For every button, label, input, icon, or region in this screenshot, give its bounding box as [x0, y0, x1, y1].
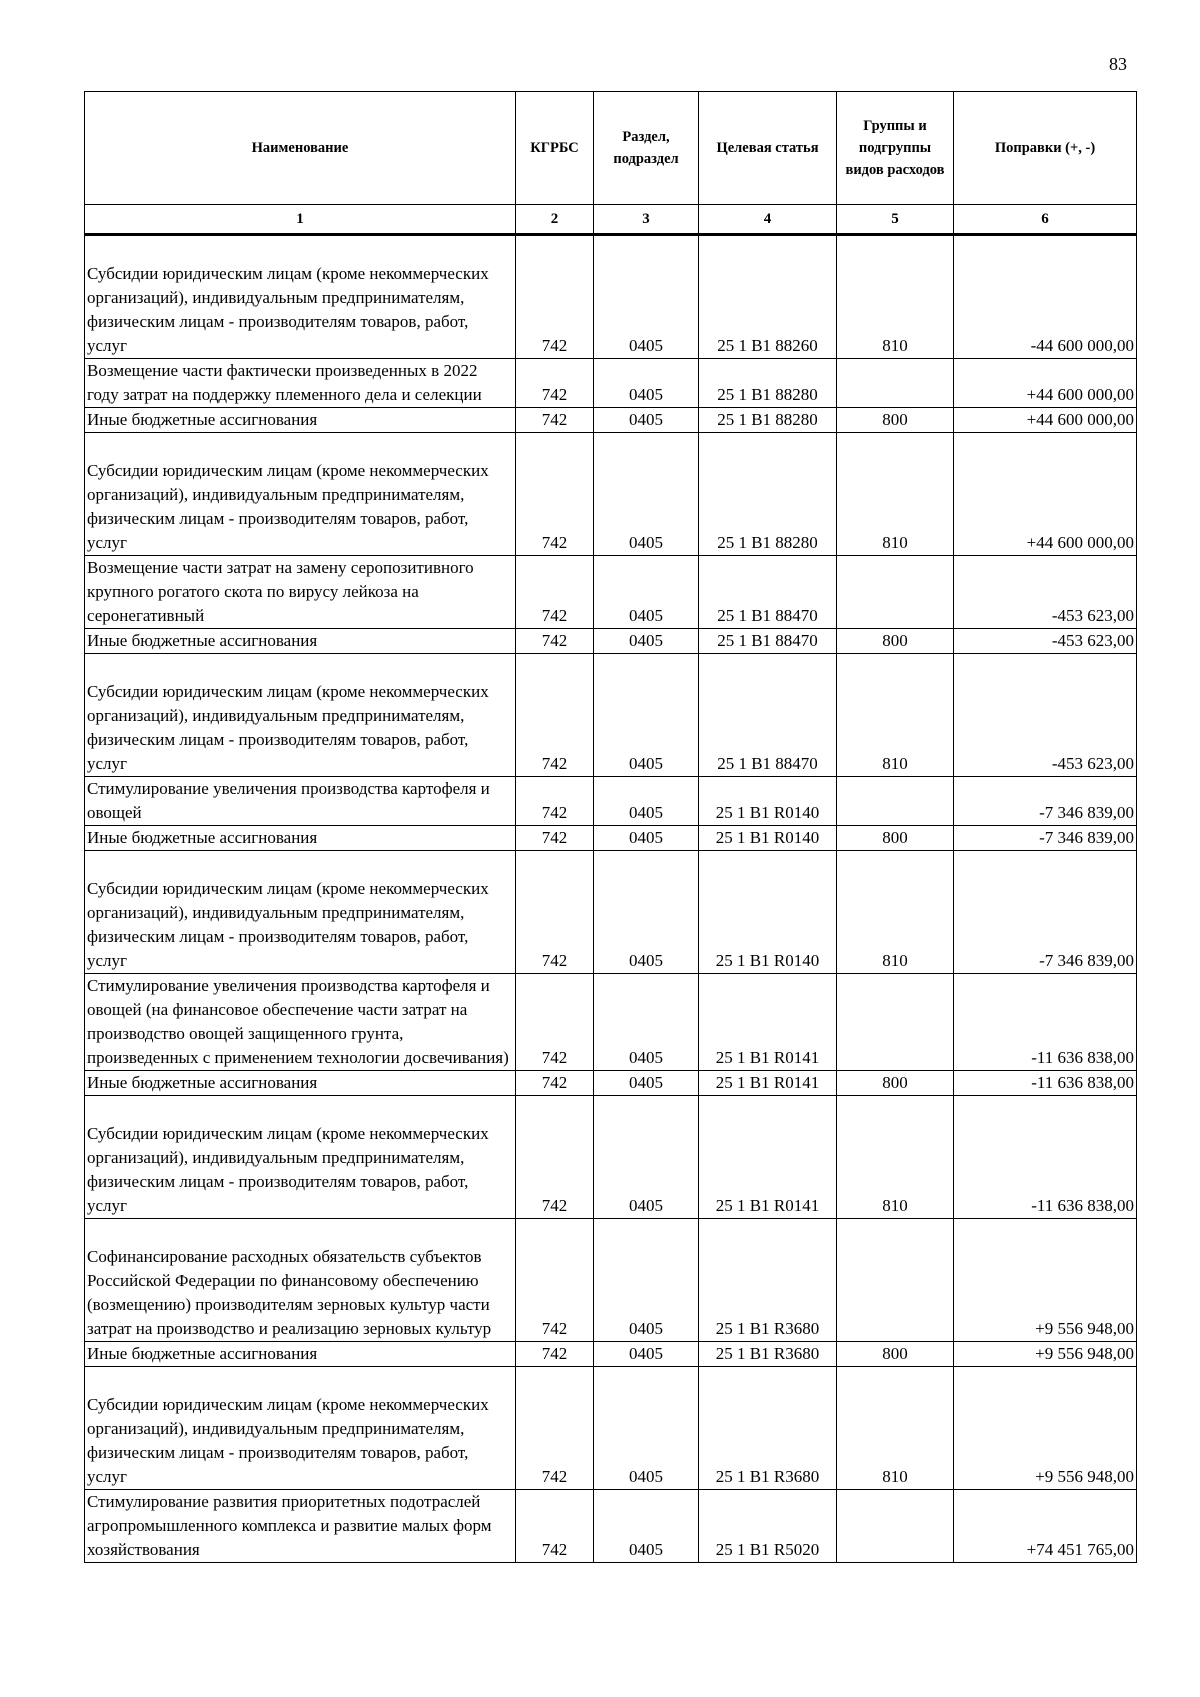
cell-amount: -7 346 839,00: [954, 777, 1137, 826]
table-row: [85, 1490, 1137, 1563]
column-number: 4: [699, 205, 837, 235]
cell-amount: +9 556 948,00: [954, 1342, 1137, 1367]
cell-celevaya: 25 1 B1 R3680: [699, 1219, 837, 1342]
cell-kgrbs: 742: [516, 974, 594, 1071]
table-row: [85, 826, 1137, 851]
cell-name: Стимулирование развития приоритетных подотраслей агропромышленного комплекса и развитие малых форм хозяйствования: [85, 1490, 516, 1563]
cell-celevaya: 25 1 B1 R0140: [699, 777, 837, 826]
table-row: [85, 777, 1137, 826]
cell-amount: -453 623,00: [954, 654, 1137, 777]
header-razdel: Раздел, подраздел: [594, 92, 699, 205]
cell-celevaya: 25 1 B1 88280: [699, 408, 837, 433]
header-vid: Группы и подгруппы видов расходов: [837, 92, 954, 205]
column-number: 2: [516, 205, 594, 235]
table-row: [85, 974, 1137, 1071]
cell-vid: [837, 974, 954, 1071]
cell-amount: -7 346 839,00: [954, 851, 1137, 974]
cell-celevaya: 25 1 B1 R0140: [699, 851, 837, 974]
cell-razdel: 0405: [594, 851, 699, 974]
cell-vid: 800: [837, 1071, 954, 1096]
cell-celevaya: 25 1 B1 88470: [699, 556, 837, 629]
cell-celevaya: 25 1 B1 88280: [699, 359, 837, 408]
header-celevaya: Целевая статья: [699, 92, 837, 205]
table-row: [85, 629, 1137, 654]
cell-razdel: 0405: [594, 1367, 699, 1490]
cell-amount: -44 600 000,00: [954, 235, 1137, 359]
cell-razdel: 0405: [594, 1219, 699, 1342]
cell-amount: +44 600 000,00: [954, 408, 1137, 433]
cell-kgrbs: 742: [516, 408, 594, 433]
cell-kgrbs: 742: [516, 1096, 594, 1219]
cell-razdel: 0405: [594, 629, 699, 654]
cell-name: Софинансирование расходных обязательств субъектов Российской Федерации по финансовому обеспечению (возмещению) производителям зерновых культур части затрат на производство и реализацию зерновых культур: [85, 1219, 516, 1342]
cell-celevaya: 25 1 B1 88280: [699, 433, 837, 556]
cell-vid: 810: [837, 433, 954, 556]
cell-kgrbs: 742: [516, 1219, 594, 1342]
cell-amount: -453 623,00: [954, 556, 1137, 629]
cell-amount: -7 346 839,00: [954, 826, 1137, 851]
table-row: [85, 408, 1137, 433]
cell-amount: -453 623,00: [954, 629, 1137, 654]
cell-kgrbs: 742: [516, 1490, 594, 1563]
cell-razdel: 0405: [594, 1342, 699, 1367]
cell-kgrbs: 742: [516, 1071, 594, 1096]
cell-vid: [837, 1219, 954, 1342]
cell-razdel: 0405: [594, 826, 699, 851]
cell-vid: 810: [837, 235, 954, 359]
cell-kgrbs: 742: [516, 556, 594, 629]
cell-celevaya: 25 1 B1 R0141: [699, 1071, 837, 1096]
cell-name: Иные бюджетные ассигнования: [85, 1071, 516, 1096]
cell-name: Субсидии юридическим лицам (кроме некоммерческих организаций), индивидуальным предпринимателям, физическим лицам - производителям товаров, работ, услуг: [85, 1367, 516, 1490]
cell-name: Субсидии юридическим лицам (кроме некоммерческих организаций), индивидуальным предпринимателям, физическим лицам - производителям товаров, работ, услуг: [85, 851, 516, 974]
cell-name: Возмещение части затрат на замену серопозитивного крупного рогатого скота по вирусу лейкоза на серонегативный: [85, 556, 516, 629]
cell-razdel: 0405: [594, 777, 699, 826]
cell-name: Стимулирование увеличения производства картофеля и овощей (на финансовое обеспечение части затрат на производство овощей защищенного грунта, произведенных с применением технологии досвечивания): [85, 974, 516, 1071]
cell-celevaya: 25 1 B1 88470: [699, 629, 837, 654]
cell-vid: [837, 359, 954, 408]
cell-name: Субсидии юридическим лицам (кроме некоммерческих организаций), индивидуальным предпринимателям, физическим лицам - производителям товаров, работ, услуг: [85, 433, 516, 556]
cell-kgrbs: 742: [516, 433, 594, 556]
column-number: 3: [594, 205, 699, 235]
column-number-row: [85, 205, 1137, 235]
column-number: 1: [85, 205, 516, 235]
cell-kgrbs: 742: [516, 1367, 594, 1490]
cell-name: Субсидии юридическим лицам (кроме некоммерческих организаций), индивидуальным предпринимателям, физическим лицам - производителям товаров, работ, услуг: [85, 235, 516, 359]
header-amount: Поправки (+, -): [954, 92, 1137, 205]
column-number: 5: [837, 205, 954, 235]
table-row: [85, 1342, 1137, 1367]
table-row: [85, 1219, 1137, 1342]
table-header-row: [85, 92, 1137, 205]
cell-amount: +9 556 948,00: [954, 1219, 1137, 1342]
table-body: [85, 235, 1137, 1563]
cell-vid: 810: [837, 654, 954, 777]
cell-amount: +44 600 000,00: [954, 359, 1137, 408]
cell-name: Иные бюджетные ассигнования: [85, 1342, 516, 1367]
column-number: 6: [954, 205, 1137, 235]
table-row: [85, 1071, 1137, 1096]
table-row: [85, 654, 1137, 777]
cell-razdel: 0405: [594, 654, 699, 777]
cell-amount: -11 636 838,00: [954, 1071, 1137, 1096]
cell-celevaya: 25 1 B1 R3680: [699, 1342, 837, 1367]
cell-kgrbs: 742: [516, 359, 594, 408]
cell-name: Иные бюджетные ассигнования: [85, 629, 516, 654]
cell-name: Иные бюджетные ассигнования: [85, 826, 516, 851]
cell-razdel: 0405: [594, 556, 699, 629]
cell-kgrbs: 742: [516, 851, 594, 974]
table-row: [85, 556, 1137, 629]
cell-vid: 810: [837, 1367, 954, 1490]
cell-razdel: 0405: [594, 235, 699, 359]
table-row: [85, 359, 1137, 408]
table-row: [85, 235, 1137, 359]
cell-vid: [837, 556, 954, 629]
cell-amount: +44 600 000,00: [954, 433, 1137, 556]
cell-vid: 800: [837, 629, 954, 654]
cell-razdel: 0405: [594, 1096, 699, 1219]
cell-celevaya: 25 1 B1 88470: [699, 654, 837, 777]
cell-vid: 800: [837, 1342, 954, 1367]
table-row: [85, 433, 1137, 556]
cell-amount: +9 556 948,00: [954, 1367, 1137, 1490]
cell-kgrbs: 742: [516, 1342, 594, 1367]
table-row: [85, 1096, 1137, 1219]
cell-name: Субсидии юридическим лицам (кроме некоммерческих организаций), индивидуальным предпринимателям, физическим лицам - производителям товаров, работ, услуг: [85, 1096, 516, 1219]
cell-razdel: 0405: [594, 1490, 699, 1563]
cell-vid: [837, 777, 954, 826]
cell-celevaya: 25 1 B1 R0140: [699, 826, 837, 851]
cell-razdel: 0405: [594, 359, 699, 408]
table-row: [85, 851, 1137, 974]
cell-celevaya: 25 1 B1 R3680: [699, 1367, 837, 1490]
cell-name: Возмещение части фактически произведенных в 2022 году затрат на поддержку племенного дела и селекции: [85, 359, 516, 408]
cell-vid: [837, 1490, 954, 1563]
cell-vid: 810: [837, 1096, 954, 1219]
cell-razdel: 0405: [594, 408, 699, 433]
cell-kgrbs: 742: [516, 654, 594, 777]
cell-razdel: 0405: [594, 1071, 699, 1096]
cell-kgrbs: 742: [516, 629, 594, 654]
cell-amount: -11 636 838,00: [954, 974, 1137, 1071]
cell-name: Стимулирование увеличения производства картофеля и овощей: [85, 777, 516, 826]
cell-celevaya: 25 1 B1 R0141: [699, 974, 837, 1071]
cell-kgrbs: 742: [516, 235, 594, 359]
cell-amount: +74 451 765,00: [954, 1490, 1137, 1563]
cell-vid: 800: [837, 408, 954, 433]
cell-vid: 810: [837, 851, 954, 974]
table-row: [85, 1367, 1137, 1490]
page-number: 83: [1109, 54, 1127, 74]
cell-kgrbs: 742: [516, 826, 594, 851]
cell-celevaya: 25 1 B1 R5020: [699, 1490, 837, 1563]
header-kgrbs: КГРБС: [516, 92, 594, 205]
cell-name: Субсидии юридическим лицам (кроме некоммерческих организаций), индивидуальным предпринимателям, физическим лицам - производителям товаров, работ, услуг: [85, 654, 516, 777]
cell-celevaya: 25 1 B1 88260: [699, 235, 837, 359]
cell-razdel: 0405: [594, 433, 699, 556]
cell-name: Иные бюджетные ассигнования: [85, 408, 516, 433]
cell-vid: 800: [837, 826, 954, 851]
cell-celevaya: 25 1 B1 R0141: [699, 1096, 837, 1219]
header-name: Наименование: [85, 92, 516, 205]
cell-kgrbs: 742: [516, 777, 594, 826]
cell-amount: -11 636 838,00: [954, 1096, 1137, 1219]
budget-amendments-table: [84, 91, 1137, 1563]
cell-razdel: 0405: [594, 974, 699, 1071]
